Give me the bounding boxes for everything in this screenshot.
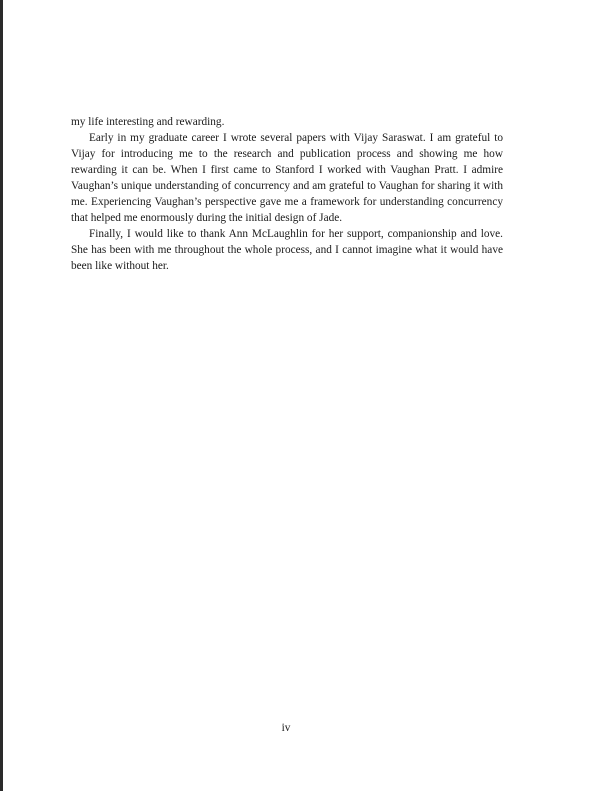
acknowledgments-text	[71, 114, 503, 274]
paragraph-saraswat-pratt: Early in my graduate career I wrote several papers with Vijay Saraswat. I am grateful to Vijay for introducing me to the research and publication process and showing me how rewarding it can be. When I first came to Stanford I worked with Vaughan Pratt. I admire Vaughan’s unique understanding of concurrency and am grateful to Vaughan for sharing it with me. Experiencing Vaughan’s perspective gave me a framework for understanding concurrency that helped me enormously during the initial design of Jade.	[71, 132, 503, 224]
page-number: iv	[281, 722, 291, 734]
scan-edge	[0, 0, 3, 791]
paragraph-continuation: my life interesting and rewarding.	[71, 116, 225, 128]
paragraph-mclaughlin: Finally, I would like to thank Ann McLaughlin for her support, companionship and love. She has been with me throughout the whole process, and I cannot imagine what it would have been like without her.	[71, 228, 503, 272]
